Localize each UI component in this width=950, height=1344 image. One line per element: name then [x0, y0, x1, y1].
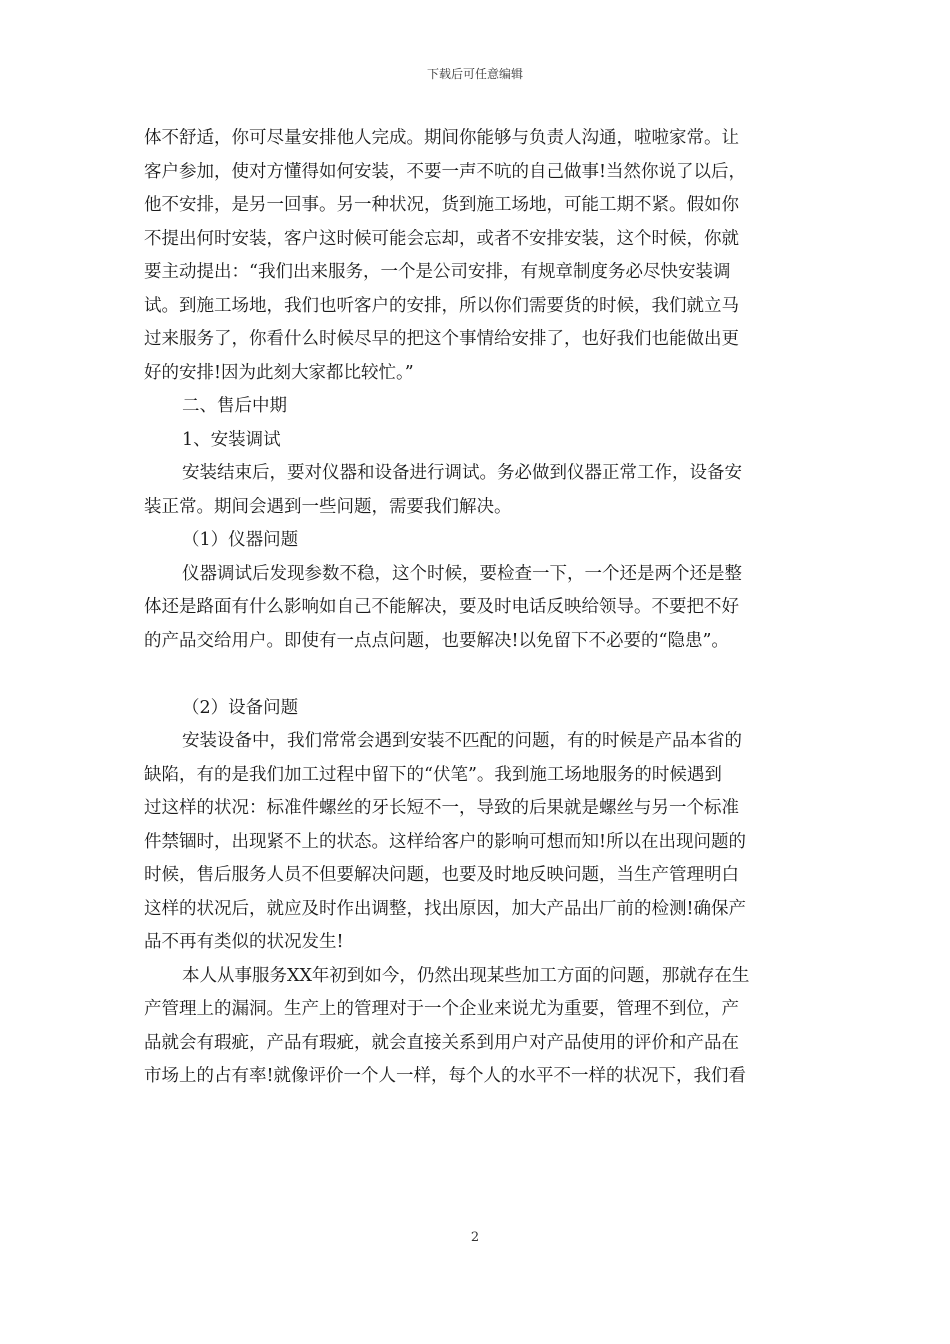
text-line: 装正常。期间会遇到一些问题，需要我们解决。 — [144, 496, 512, 517]
subsection-heading — [144, 424, 808, 458]
text-line: 品不再有类似的状况发生! — [144, 932, 344, 952]
text-line: 安装设备中，我们常常会遇到安装不匹配的问题，有的时候是产品本省的 — [182, 731, 742, 751]
text-line: 时候，售后服务人员不但要解决问题，也要及时地反映问题，当生产管理明白 — [144, 865, 739, 885]
text-line: 品就会有瑕疵，产品有瑕疵，就会直接关系到用户对产品使用的评价和产品在 — [144, 1032, 739, 1053]
blank-line — [144, 658, 808, 692]
text-line: 缺陷，有的是我们加工过程中留下的“伏笔”。我到施工场地服务的时候遇到 — [144, 764, 722, 785]
paragraph-equipment — [144, 725, 808, 960]
text-line: 好的安排!因为此刻大家都比较忙。” — [144, 362, 414, 383]
text-line: 这样的状况后，就应及时作出调整，找出原因，加大产品出厂前的检测!确保产 — [144, 898, 747, 919]
text-line: 件禁锢时，出现紧不上的状态。这样给客户的影响可想而知!所以在出现问题的 — [144, 831, 747, 852]
heading-line: （1）仪器问题 — [182, 530, 299, 550]
text-line: 体不舒适，你可尽量安排他人完成。期间你能够与负责人沟通，啦啦家常。让 — [144, 128, 739, 148]
heading-line: （2）设备问题 — [182, 697, 299, 718]
text-line: 本人从事服务XX年初到如今，仍然出现某些加工方面的问题，那就存在生 — [182, 965, 750, 986]
text-line: 他不安排，是另一回事。另一种状况，货到施工场地，可能工期不紧。假如你 — [144, 195, 739, 215]
paragraph-experience — [144, 960, 808, 1094]
item-heading — [144, 692, 808, 726]
text-line: 客户参加，使对方懂得如何安装，不要一声不吭的自己做事!当然你说了以后， — [144, 161, 747, 182]
paragraph-installation — [144, 457, 808, 524]
text-line: 的产品交给用户。即使有一点点问题，也要解决!以免留下不必要的“隐患”。 — [144, 630, 729, 651]
text-line: 安装结束后，要对仪器和设备进行调试。务必做到仪器正常工作，设备安 — [182, 463, 742, 483]
text-line: 体还是路面有什么影响如自己不能解决，要及时电话反映给领导。不要把不好 — [144, 597, 739, 617]
text-line: 不提出何时安装，客户这时候可能会忘却，或者不安排安装，这个时候，你就 — [144, 228, 739, 249]
text-line: 过来服务了，你看什么时候尽早的把这个事情给安排了，也好我们也能做出更 — [144, 329, 739, 349]
text-line: 仪器调试后发现参数不稳，这个时候，要检查一下，一个还是两个还是整 — [182, 563, 742, 584]
text-line: 产管理上的漏洞。生产上的管理对于一个企业来说尤为重要，管理不到位，产 — [144, 999, 739, 1019]
paragraph-continuation — [144, 122, 808, 390]
text-line: 过这样的状况：标准件螺丝的牙长短不一，导致的后果就是螺丝与另一个标准 — [144, 798, 739, 818]
text-line: 试。到施工场地，我们也听客户的安排，所以你们需要货的时候，我们就立马 — [144, 295, 739, 316]
text-line: 市场上的占有率!就像评价一个人一样，每个人的水平不一样的状况下，我们看 — [144, 1066, 747, 1086]
paragraph-instrument — [144, 558, 808, 659]
document-body — [144, 122, 808, 1094]
page-number: 2 — [470, 1230, 480, 1245]
heading-line: 1、安装调试 — [182, 429, 281, 450]
text-line: 要主动提出：“我们出来服务，一个是公司安排，有规章制度务必尽快安装调 — [144, 262, 731, 282]
item-heading — [144, 524, 808, 558]
heading-line: 二、售后中期 — [182, 396, 287, 416]
page-header: 下载后可任意编辑 — [426, 67, 523, 81]
section-heading — [144, 390, 808, 424]
